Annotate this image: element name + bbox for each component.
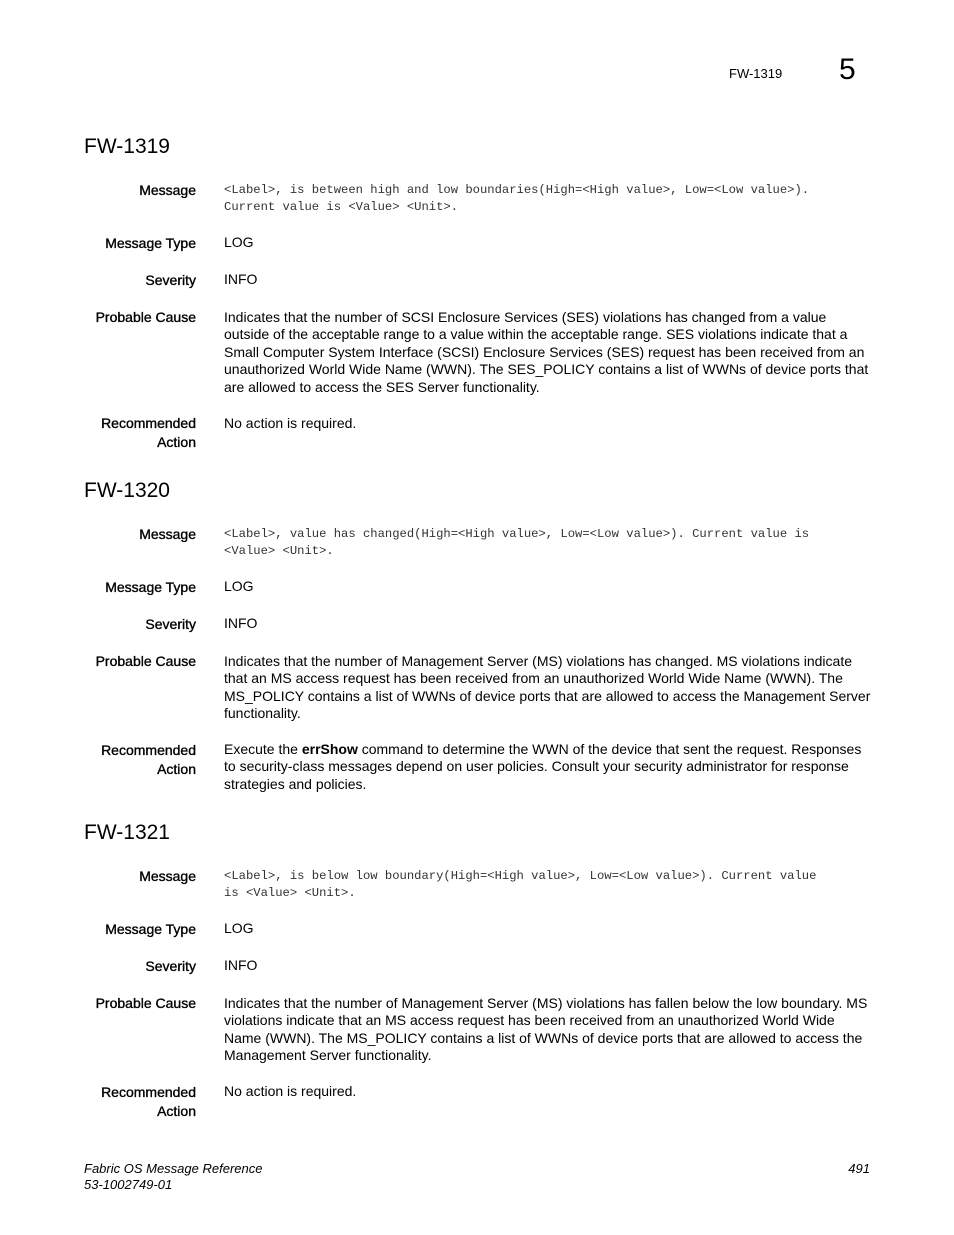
recommended-action-label — [66, 1083, 196, 1121]
footer-doc-number: 53-1002749-01 — [84, 1177, 173, 1192]
action-text-pre: Execute the — [224, 741, 302, 757]
severity-label: Severity — [145, 616, 196, 632]
recommended-action-text: No action is required. — [224, 1083, 357, 1099]
severity-value: INFO — [224, 957, 258, 973]
probable-cause-label: Probable Cause — [95, 309, 196, 325]
severity-label: Severity — [145, 272, 196, 288]
chapter-number: 5 — [839, 53, 856, 86]
recommended-label-line2: Action — [157, 1103, 196, 1119]
probable-cause-text: Indicates that the number of Management Server (MS) violations has changed. MS violations indicate that an MS access request has been received from an unauthorized World Wide Name (WWN). The MS_POLICY contains a list of WWNs of device ports that are allowed to access the Management Server functionality. — [224, 653, 871, 722]
recommended-label-line1: Recommended — [101, 415, 196, 431]
message-type-value: LOG — [224, 234, 254, 250]
entry-title: FW-1319 — [84, 135, 170, 158]
recommended-action-text — [224, 741, 874, 793]
recommended-label-line2: Action — [157, 434, 196, 450]
action-text-post: command to determine the WWN of the device that sent the request. Responses to security-class messages depend on user policies. Consult your security administrator for response strategies and policies. — [224, 741, 862, 792]
message-label: Message — [139, 182, 196, 198]
message-type-label: Message Type — [105, 235, 196, 251]
message-text: <Label>, value has changed(High=<High value>, Low=<Low value>). Current value is <Value> <Unit>. — [224, 527, 810, 558]
probable-cause-label: Probable Cause — [95, 995, 196, 1011]
message-type-label: Message Type — [105, 921, 196, 937]
message-text: <Label>, is between high and low boundaries(High=<High value>, Low=<Low value>). Current value is <Value> <Unit>. — [224, 183, 810, 214]
message-label: Message — [139, 526, 196, 542]
probable-cause-text: Indicates that the number of SCSI Enclosure Services (SES) violations has changed from a value outside of the acceptable range to a value within the acceptable range. SES violations indicate that a Small Computer System Interface (SCSI) Enclosure Services (SES) request has been received from an unauthorized World Wide Name (WWN). The SES_POLICY contains a list of WWNs of device ports that are allowed to access the SES Server functionality. — [224, 309, 869, 395]
severity-label: Severity — [145, 958, 196, 974]
recommended-action-text: No action is required. — [224, 415, 357, 431]
recommended-label-line2: Action — [157, 761, 196, 777]
message-label: Message — [139, 868, 196, 884]
entry-title: FW-1320 — [84, 479, 170, 502]
recommended-label-line1: Recommended — [101, 1084, 196, 1100]
message-text: <Label>, is below low boundary(High=<High value>, Low=<Low value>). Current value is <Value> <Unit>. — [224, 869, 817, 900]
message-type-value: LOG — [224, 920, 254, 936]
recommended-action-label — [66, 741, 196, 779]
running-header-id: FW-1319 — [729, 66, 783, 81]
footer-title: Fabric OS Message Reference — [84, 1161, 263, 1176]
probable-cause-label: Probable Cause — [95, 653, 196, 669]
probable-cause-text: Indicates that the number of Management Server (MS) violations has fallen below the low boundary. MS violations indicate that an MS access request has been received from an unauthorized World Wide Name (WWN). The MS_POLICY contains a list of WWNs of device ports that are allowed to access the Management Server functionality. — [224, 995, 868, 1064]
message-type-label: Message Type — [105, 579, 196, 595]
footer-doc-info — [84, 1161, 262, 1193]
entry-title: FW-1321 — [84, 821, 170, 844]
recommended-label-line1: Recommended — [101, 742, 196, 758]
page-number: 491 — [848, 1161, 870, 1176]
severity-value: INFO — [224, 615, 258, 631]
message-type-value: LOG — [224, 578, 254, 594]
command-name: errShow — [301, 741, 358, 757]
severity-value: INFO — [224, 271, 258, 287]
recommended-action-label — [66, 414, 196, 452]
